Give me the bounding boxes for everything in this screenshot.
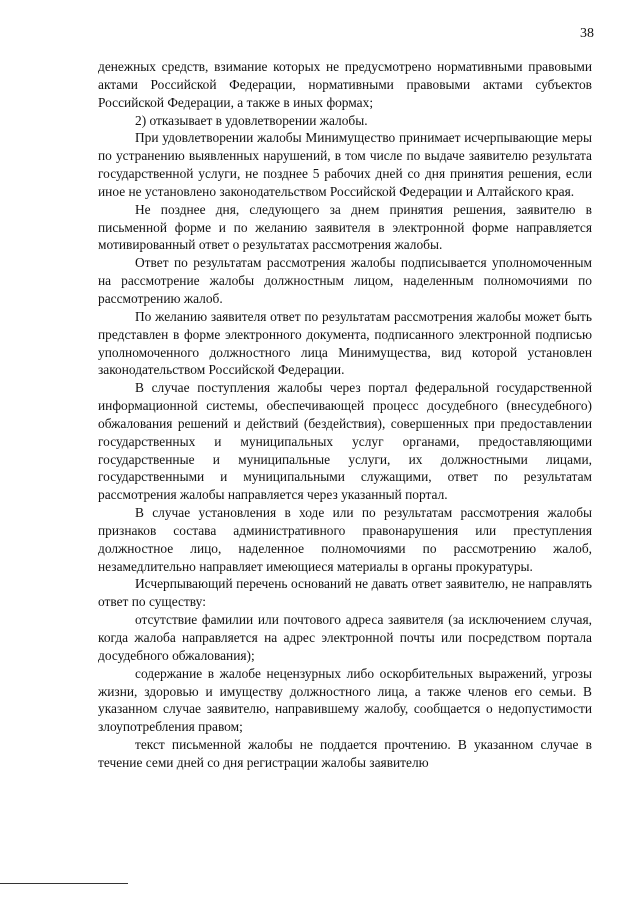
paragraph-refusal: 2) отказывает в удовлетворении жалобы. [135, 112, 368, 128]
paragraph-illegible-text: текст письменной жалобы не поддается прочтению. В указанном случае в течение семи дней со дня регистрации жалобы заявителю [98, 737, 592, 770]
footnote-separator [0, 883, 128, 884]
paragraph-response-signing: Ответ по результатам рассмотрения жалобы подписывается уполномоченным на рассмотрение жалобы должностным лицом, наделенным полномочиями по рассмотрению жалоб. [98, 255, 592, 306]
paragraph-electronic-response: По желанию заявителя ответ по результатам рассмотрения жалобы может быть представлен в форме электронного документа, подписанного электронной подписью уполномоченного должностного лица Минимущества, вид которой установлен законодательством Российской Федерации. [98, 308, 592, 378]
document-body [98, 58, 592, 772]
paragraph-portal-response: В случае поступления жалобы через портал федеральной государственной информационной системы, обеспечивающей процесс досудебного (внесудебного) обжалования решений и действий (бездействия), совершенных при предоставлении государственных и муниципальных услуг органами, предоставляющими государственные и муниципальные услуги, их должностными лицами, государственными и муниципальными служащими, ответ по результатам рассмотрения жалобы направляется через указанный портал. [98, 380, 592, 503]
paragraph-reasoned-response: Не позднее дня, следующего за днем принятия решения, заявителю в письменной форме и по желанию заявителя в электронной форме направляется мотивированный ответ о результатах рассмотрения жалобы. [98, 201, 592, 253]
paragraph-prosecution-referral: В случае установления в ходе или по результатам рассмотрения жалобы признаков состава административного правонарушения или преступления должностное лицо, наделенное полномочиями по рассмотрению жалоб, незамедлительно направляет имеющиеся материалы в органы прокуратуры. [98, 505, 592, 574]
page-number: 38 [580, 26, 594, 41]
paragraph-fees-continuation: денежных средств, взимание которых не предусмотрено нормативными правовыми актами Российской Федерации, нормативными правовыми актами субъектов Российской Федерации, а также в иных формах; [98, 59, 592, 110]
paragraph-no-response-grounds: Исчерпывающий перечень оснований не давать ответ заявителю, не направлять ответ по существу: [98, 576, 592, 610]
paragraph-offensive-content: содержание в жалобе нецензурных либо оскорбительных выражений, угрозы жизни, здоровью и имуществу должностного лица, а также членов его семьи. В указанном случае заявителю, направившему жалобу, сообщается о недопустимости злоупотребления правом; [98, 665, 592, 735]
paragraph-missing-name-address: отсутствие фамилии или почтового адреса заявителя (за исключением случая, когда жалоба направляется на адрес электронной почты или посредством портала досудебного обжалования); [98, 612, 592, 663]
paragraph-satisfaction-measures: При удовлетворении жалобы Минимущество принимает исчерпывающие меры по устранению выявленных нарушений, в том числе по выдаче заявителю результата государственной услуги, не позднее 5 рабочих дней со дня принятия решения, если иное не установлено законодательством Российской Федерации и Алтайского края. [98, 130, 592, 199]
